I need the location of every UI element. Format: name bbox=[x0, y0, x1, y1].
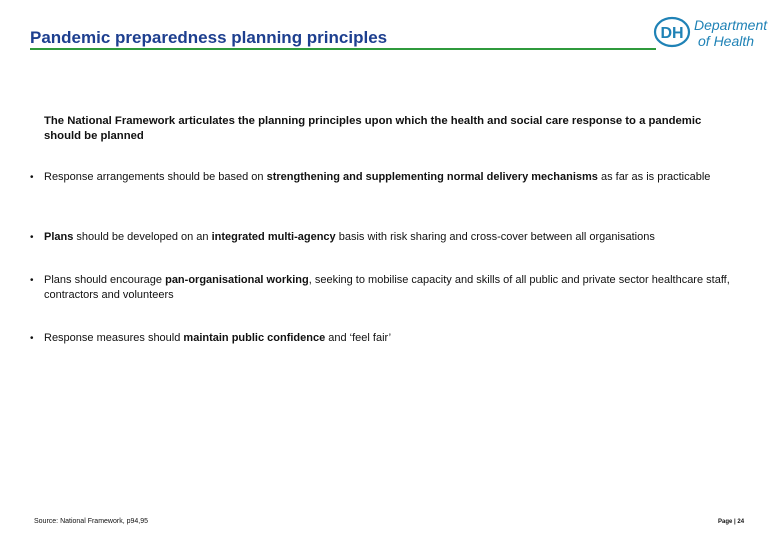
bullet-run: Plans should encourage bbox=[44, 274, 166, 286]
logo-line2: of Health bbox=[698, 33, 755, 49]
bullet-text bbox=[44, 273, 730, 303]
bullet-item bbox=[30, 170, 730, 185]
page-label: Page bbox=[718, 519, 733, 525]
bullet-emphasis: Plans bbox=[44, 231, 74, 243]
bullet-emphasis: integrated multi-agency bbox=[211, 231, 336, 243]
bullet-item bbox=[30, 331, 730, 346]
page-number bbox=[718, 519, 744, 525]
bullet-item bbox=[30, 273, 730, 303]
bullet-emphasis: maintain public confidence bbox=[183, 332, 326, 344]
bullet-emphasis: pan-organisational working bbox=[165, 274, 309, 286]
logo-mark: DH bbox=[660, 25, 684, 42]
bullet-run: basis with risk sharing and cross-cover between all organisations bbox=[335, 231, 655, 243]
bullet-run: , seeking to mobilise capacity and skills of all public and private sector healthcare staff, contractors and volunteers bbox=[44, 274, 730, 301]
intro-paragraph: The National Framework articulates the planning principles upon which the health and social care response to a pandemic should be planned bbox=[44, 115, 702, 142]
bullet-run: and ‘feel fair’ bbox=[325, 332, 392, 344]
department-of-health-logo bbox=[652, 12, 776, 56]
page-separator: | bbox=[734, 519, 736, 525]
bullet-text bbox=[44, 230, 730, 245]
bullet-text bbox=[44, 331, 730, 346]
bullet-marker: • bbox=[30, 172, 34, 183]
bullet-text bbox=[44, 170, 730, 185]
bullet-marker: • bbox=[30, 232, 34, 243]
bullet-run: should be developed on an bbox=[73, 231, 212, 243]
bullet-run: Response arrangements should be based on bbox=[44, 171, 267, 183]
bullet-emphasis: strengthening and supplementing normal delivery mechanisms bbox=[266, 171, 598, 183]
bullet-marker: • bbox=[30, 275, 34, 286]
bullet-item bbox=[30, 230, 730, 245]
title-underline bbox=[30, 48, 656, 50]
bullet-marker: • bbox=[30, 333, 34, 344]
page-title: Pandemic preparedness planning principles bbox=[30, 28, 388, 47]
bullet-run: Response measures should bbox=[44, 332, 184, 344]
logo-line1: Department bbox=[694, 17, 768, 33]
page-value: 24 bbox=[737, 519, 745, 525]
source-note: Source: National Framework, p94,95 bbox=[34, 518, 148, 525]
bullet-run: as far as is practicable bbox=[597, 171, 711, 183]
